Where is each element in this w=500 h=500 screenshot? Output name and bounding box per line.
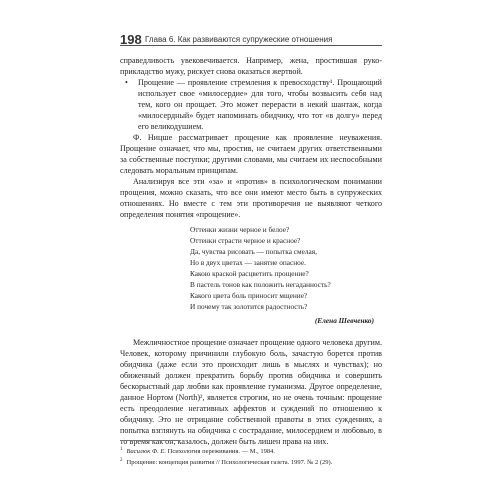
- footnote-text: Прощение: концепция развития // Психологическая газета. 1997. № 2 (29).: [126, 459, 333, 467]
- poem-line: Какою краской расцветить прощение?: [190, 269, 309, 278]
- paragraph-analysis: Анализируя все эти «за» и «против» в психологическом понимании прощения, можно сказать, что все они имеют место быть в супружеских отношениях. Но вместе с тем эти противоречия не выявляют четкого определения понятия «прощение».: [120, 177, 382, 219]
- bullet-item: [120, 77, 382, 132]
- footnote-divider: [120, 440, 180, 441]
- poem-line: Какого цвета боль приносит мщение?: [190, 291, 308, 300]
- chapter-title: Глава 6. Как развиваются супружеские отношения: [145, 35, 333, 44]
- continuation-paragraph: справедливость увековечивается. Например, жена, простившая руко-прикладство мужу, рискует снова оказаться жертвой.: [120, 56, 382, 76]
- poem-line: Оттенки жизни черное и белое?: [190, 225, 290, 234]
- poem-line: Но в двух цветах — занятие опасное.: [190, 258, 306, 267]
- poem-line: Оттенки страсти черное и красное?: [190, 236, 301, 245]
- bullet-text: Прощение — проявление стремления к превосходству¹. Прощающий использует свое «милосердие» для того, чтобы возвысить себя над тем, кого он прощает. Это может перерасти в некий шантаж, когда «милосердный» будет напоминать обидчику, что тот «в долгу» перед его великодушием.: [138, 78, 382, 131]
- poem-author: (Елена Шевченко): [314, 316, 374, 325]
- footnote-1: [120, 445, 382, 456]
- header-divider: [120, 45, 382, 46]
- spacer: [120, 328, 382, 337]
- footnote-text: Психология переживания. — М., 1984.: [167, 448, 276, 456]
- footnote-number: 2: [120, 458, 123, 464]
- bullet-marker: •: [125, 78, 128, 87]
- page-number: 198: [120, 32, 142, 47]
- footnote-2: [120, 456, 382, 467]
- footnotes: [120, 445, 382, 467]
- poem: [190, 224, 382, 312]
- footnote-number: 1: [120, 447, 123, 452]
- poem-line: И почему так золотится радостность?: [190, 302, 308, 311]
- poem-line: Да, чувства рисовать — попытка смелая,: [190, 247, 317, 256]
- page-body: [120, 55, 382, 447]
- paragraph-nietzsche: Ф. Ницше рассматривает прощение как проявление неуважения. Прощение означает, что мы, простив, не считаем других ответственными за собственные поступки; другими словами, мы считаем их неспособными следовать моральным принципам.: [120, 133, 382, 175]
- running-header: [120, 33, 382, 51]
- paragraph-interpersonal: Межличностное прощение означает прощение одного человека другим. Человек, которому причинили глубокую боль, зачастую борется против обидчика (даже если это происходит лишь в мыслях и чувствах); но обиженный должен прекратить борьбу против обидчика и совершить бескорыстный дар любви как проявление гуманизма. Другое определение, данное Нортом (North)², является строгим, но не очень точным: прощение есть преодоление негативных аффектов и суждений по отношению к обидчику. Это не отрицание собственной правоты в этих суждениях, а попытка взглянуть на обидчика с сострадание, милосердием и любовью, в то время как он, казалось, должен быть лишен права на них.: [120, 338, 382, 446]
- footnote-author: Василюк Ф. Е.: [126, 448, 167, 456]
- poem-line: В пастель тонов как положить негаданность?: [190, 280, 331, 289]
